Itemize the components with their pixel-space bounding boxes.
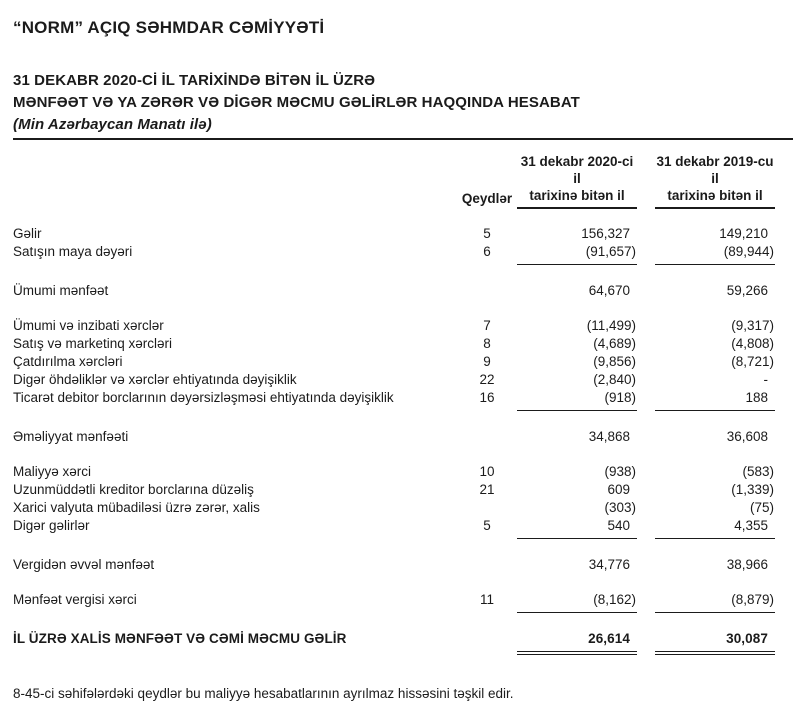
value-2020: 26,614 [517, 630, 637, 655]
note-cell: 16 [479, 390, 495, 405]
column-gap [637, 371, 655, 389]
column-gap [637, 556, 655, 574]
note-cell [457, 556, 517, 574]
row-label: Satışın maya dəyəri [13, 244, 133, 259]
note-cell: 11 [479, 592, 494, 607]
table-row [13, 556, 775, 574]
column-gap [637, 282, 655, 300]
row-label: Digər gəlirlər [13, 518, 90, 533]
row-label: İL ÜZRƏ XALİS MƏNFƏƏT VƏ CƏMİ MƏCMU GƏLİR [13, 631, 347, 646]
note-cell [457, 499, 517, 517]
column-header-2020-line2: tarixinə bitən il [529, 188, 625, 203]
column-gap [637, 428, 655, 446]
value-2020: (11,499) [586, 318, 636, 333]
income-statement-table [13, 153, 775, 655]
row-label: Ümumi mənfəət [13, 283, 109, 298]
value-2019: (9,317) [731, 318, 774, 333]
header-spacer [13, 191, 457, 209]
value-2019: 30,087 [655, 630, 775, 655]
row-label: Digər öhdəliklər və xərclər ehtiyatında dəyişiklik [13, 372, 297, 387]
table-row [13, 353, 775, 371]
table-row [13, 243, 775, 265]
column-header-2019 [655, 153, 775, 209]
table-row [13, 591, 775, 613]
table-header-row [13, 153, 775, 209]
table-row [13, 481, 775, 499]
footnote: 8-45-ci səhifələrdəki qeydlər bu maliyyə hesabatlarının ayrılmaz hissəsini təşkil edir. [13, 686, 514, 701]
value-2020: 156,327 [581, 226, 630, 241]
column-gap [637, 517, 655, 539]
table-row [13, 517, 775, 539]
value-2020: (938) [604, 464, 636, 479]
value-2020: 34,776 [588, 557, 630, 572]
note-cell: 22 [479, 372, 495, 387]
row-label: Gəlir [13, 226, 42, 241]
table-row [13, 225, 775, 243]
column-gap [637, 591, 655, 613]
table-row [13, 499, 775, 517]
value-2019: (75) [749, 500, 774, 515]
column-header-2020-line1: 31 dekabr 2020-ci il [520, 154, 634, 186]
value-2019: - [763, 372, 768, 387]
column-gap [637, 630, 655, 655]
column-gap [637, 243, 655, 265]
note-cell: 8 [483, 336, 491, 351]
note-cell: 7 [483, 318, 491, 333]
table-row [13, 389, 775, 411]
value-2020: (8,162) [517, 591, 637, 613]
value-2019: (1,339) [731, 482, 774, 497]
note-cell: 21 [479, 482, 495, 497]
column-gap [637, 317, 655, 335]
row-label: Satış və marketinq xərcləri [13, 336, 173, 351]
value-2020: (303) [604, 500, 636, 515]
value-2020: (9,856) [593, 354, 636, 369]
column-header-notes: Qeydlər [461, 191, 513, 206]
row-label: Əməliyyat mənfəəti [13, 429, 129, 444]
value-2020: (4,689) [593, 336, 636, 351]
value-2019: 38,966 [726, 557, 768, 572]
column-gap [637, 389, 655, 411]
note-cell: 6 [483, 244, 491, 259]
column-header-2020 [517, 153, 637, 209]
value-2020: 34,868 [588, 429, 630, 444]
value-2019: (8,879) [655, 591, 775, 613]
value-2019: 188 [655, 389, 775, 411]
value-2019: (8,721) [731, 354, 774, 369]
note-cell: 5 [483, 226, 491, 241]
table-row [13, 630, 775, 655]
column-gap [637, 481, 655, 499]
note-cell [457, 428, 517, 446]
report-title-line1: 31 DEKABR 2020-Cİ İL TARİXİNDƏ BİTƏN İL ÜZRƏ [13, 72, 376, 89]
value-2019: 36,608 [726, 429, 768, 444]
value-2019: 59,266 [726, 283, 768, 298]
report-title-line2: MƏNFƏƏT VƏ YA ZƏRƏR VƏ DİGƏR MƏCMU GƏLİRLƏR HAQQINDA HESABAT [13, 94, 580, 111]
column-header-2019-line2: tarixinə bitən il [667, 188, 763, 203]
column-gap [637, 499, 655, 517]
value-2019: 149,210 [719, 226, 768, 241]
row-label: Çatdırılma xərcləri [13, 354, 123, 369]
note-cell: 9 [483, 354, 491, 369]
note-cell: 5 [483, 518, 491, 533]
note-cell: 10 [479, 464, 495, 479]
table-row [13, 371, 775, 389]
value-2019: (89,944) [655, 243, 775, 265]
column-gap [637, 353, 655, 371]
column-gap [637, 335, 655, 353]
column-gap [637, 225, 655, 243]
company-title: “NORM” AÇIQ SƏHMDAR CƏMİYYƏTİ [13, 18, 325, 37]
table-row [13, 428, 775, 446]
value-2020: 64,670 [588, 283, 630, 298]
row-label: Vergidən əvvəl mənfəət [13, 557, 155, 572]
value-2020: (918) [517, 389, 637, 411]
units-note: (Min Azərbaycan Manatı ilə) [13, 116, 212, 133]
column-header-2019-line1: 31 dekabr 2019-cu il [656, 154, 774, 186]
table-row [13, 282, 775, 300]
report-title [13, 70, 775, 136]
column-gap [637, 191, 655, 209]
value-2019: (583) [742, 464, 774, 479]
header-divider [13, 138, 793, 140]
row-label: Mənfəət vergisi xərci [13, 592, 137, 607]
table-row [13, 335, 775, 353]
row-label: Uzunmüddətli kreditor borclarına düzəliş [13, 482, 254, 497]
table-row [13, 463, 775, 481]
column-gap [637, 463, 655, 481]
note-cell [457, 630, 517, 655]
value-2019: 4,355 [655, 517, 775, 539]
table-row [13, 317, 775, 335]
row-label: Ticarət debitor borclarının dəyərsizləşməsi ehtiyatında dəyişiklik [13, 390, 394, 405]
row-label: Maliyyə xərci [13, 464, 92, 479]
value-2019: (4,808) [731, 336, 774, 351]
value-2020: (91,657) [517, 243, 637, 265]
table-body [13, 225, 775, 655]
value-2020: 609 [607, 482, 630, 497]
note-cell [457, 282, 517, 300]
value-2020: (2,840) [593, 372, 636, 387]
row-label: Ümumi və inzibati xərclər [13, 318, 164, 333]
value-2020: 540 [517, 517, 637, 539]
row-label: Xarici valyuta mübadiləsi üzrə zərər, xalis [13, 500, 260, 515]
